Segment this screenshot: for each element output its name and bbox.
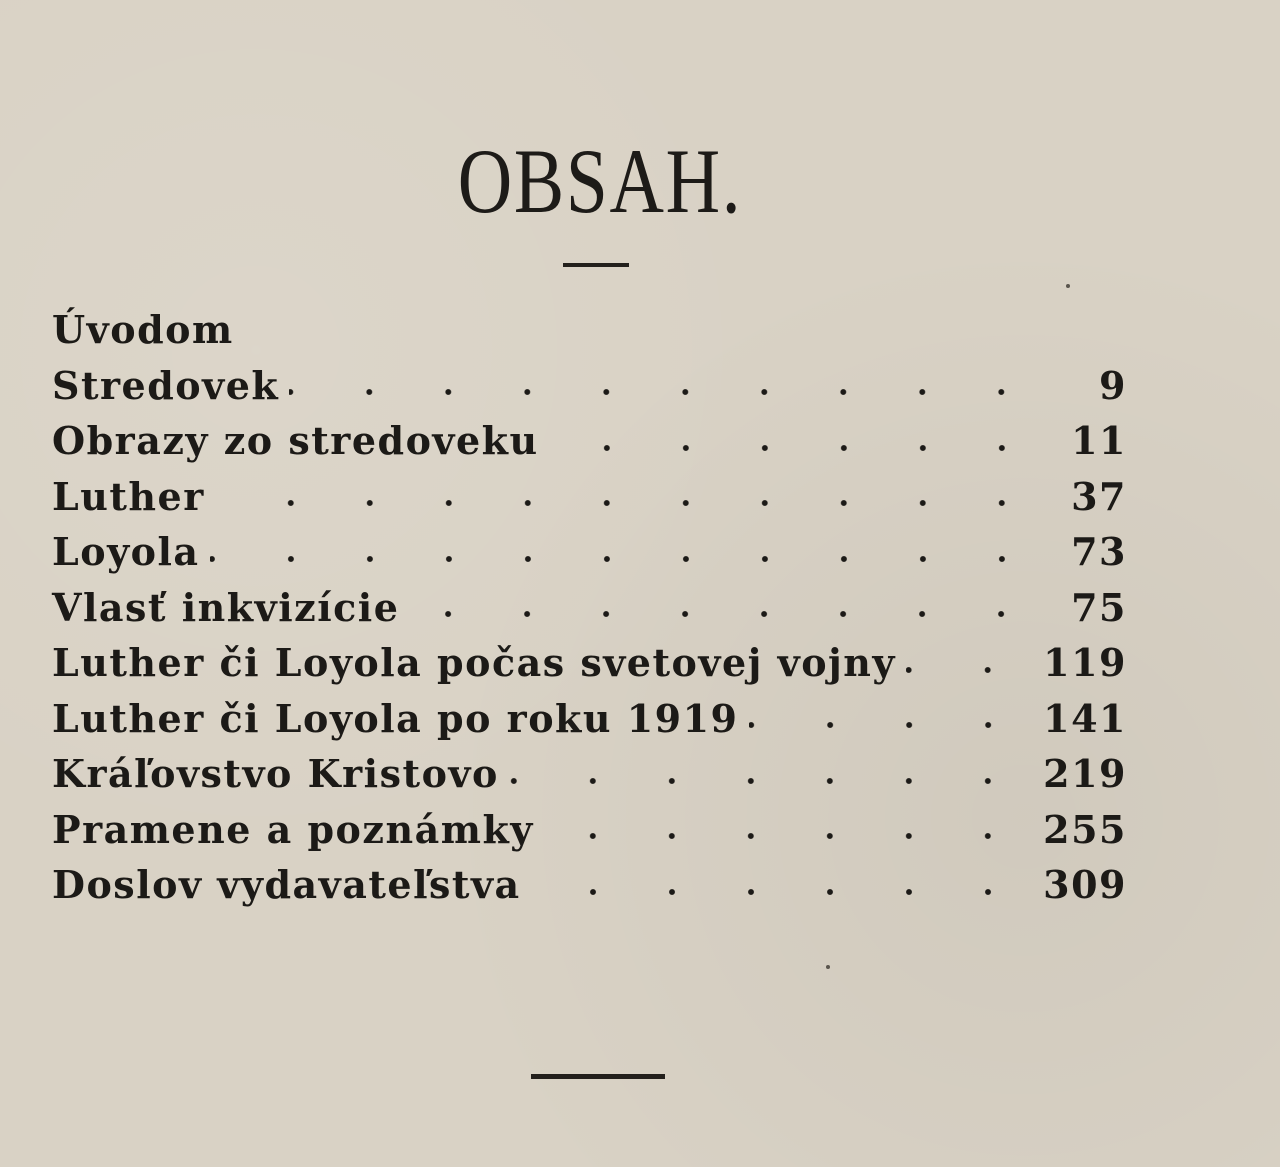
paper-speck [1066,284,1070,288]
dot-leader [289,387,1041,397]
dot-leader [544,831,1027,841]
toc-entry-title: Vlasť inkvizície [52,584,400,630]
dot-leader [531,887,1028,897]
toc-entry-title: Pramene a poznámky [52,806,534,852]
toc-entry-page: 11 [1071,418,1127,464]
toc-entry-title: Stredovek [52,362,280,408]
toc-entry [52,857,1127,913]
toc-entry-page: 141 [1043,695,1127,741]
toc-entry [52,635,1127,691]
toc-entry [52,302,1127,358]
toc-entry-title: Obrazy zo stredoveku [52,418,539,464]
toc-entry [52,469,1127,525]
title-divider [563,263,629,267]
toc-entry-page: 73 [1071,529,1127,575]
dot-leader [749,720,1028,730]
toc-entry [52,580,1127,636]
toc-entry-page: 9 [1099,362,1127,408]
toc-entry [52,524,1127,580]
toc-entry-title: Luther [52,473,205,519]
toc-entry [52,802,1127,858]
dot-leader [409,609,1041,619]
table-of-contents [52,302,1127,913]
toc-entry-title: Loyola [52,529,200,575]
toc-entry [52,746,1127,802]
toc-entry-page: 75 [1071,584,1127,630]
toc-entry-page: 309 [1043,862,1127,908]
dot-leader [215,498,1041,508]
toc-entry [52,358,1127,414]
dot-leader [210,554,1041,564]
toc-entry-title: Úvodom [52,307,234,353]
toc-entry-title: Doslov vydavateľstva [52,862,521,908]
dot-leader [549,443,1041,453]
toc-entry [52,691,1127,747]
toc-entry-page: 255 [1043,806,1127,852]
toc-entry-page: 37 [1071,473,1127,519]
dot-leader [509,776,1027,786]
toc-entry [52,413,1127,469]
toc-entry-title: Luther či Loyola počas svetovej vojny [52,640,896,686]
toc-entry-page: 119 [1043,640,1127,686]
dot-leader [906,665,1027,675]
toc-entry-title: Kráľovstvo Kristovo [52,751,499,797]
toc-entry-title: Luther či Loyola po roku 1919 [52,695,739,741]
toc-entry-page: 219 [1043,751,1127,797]
page-title: OBSAH. [457,130,743,232]
end-divider [531,1074,665,1079]
paper-speck [826,965,830,969]
